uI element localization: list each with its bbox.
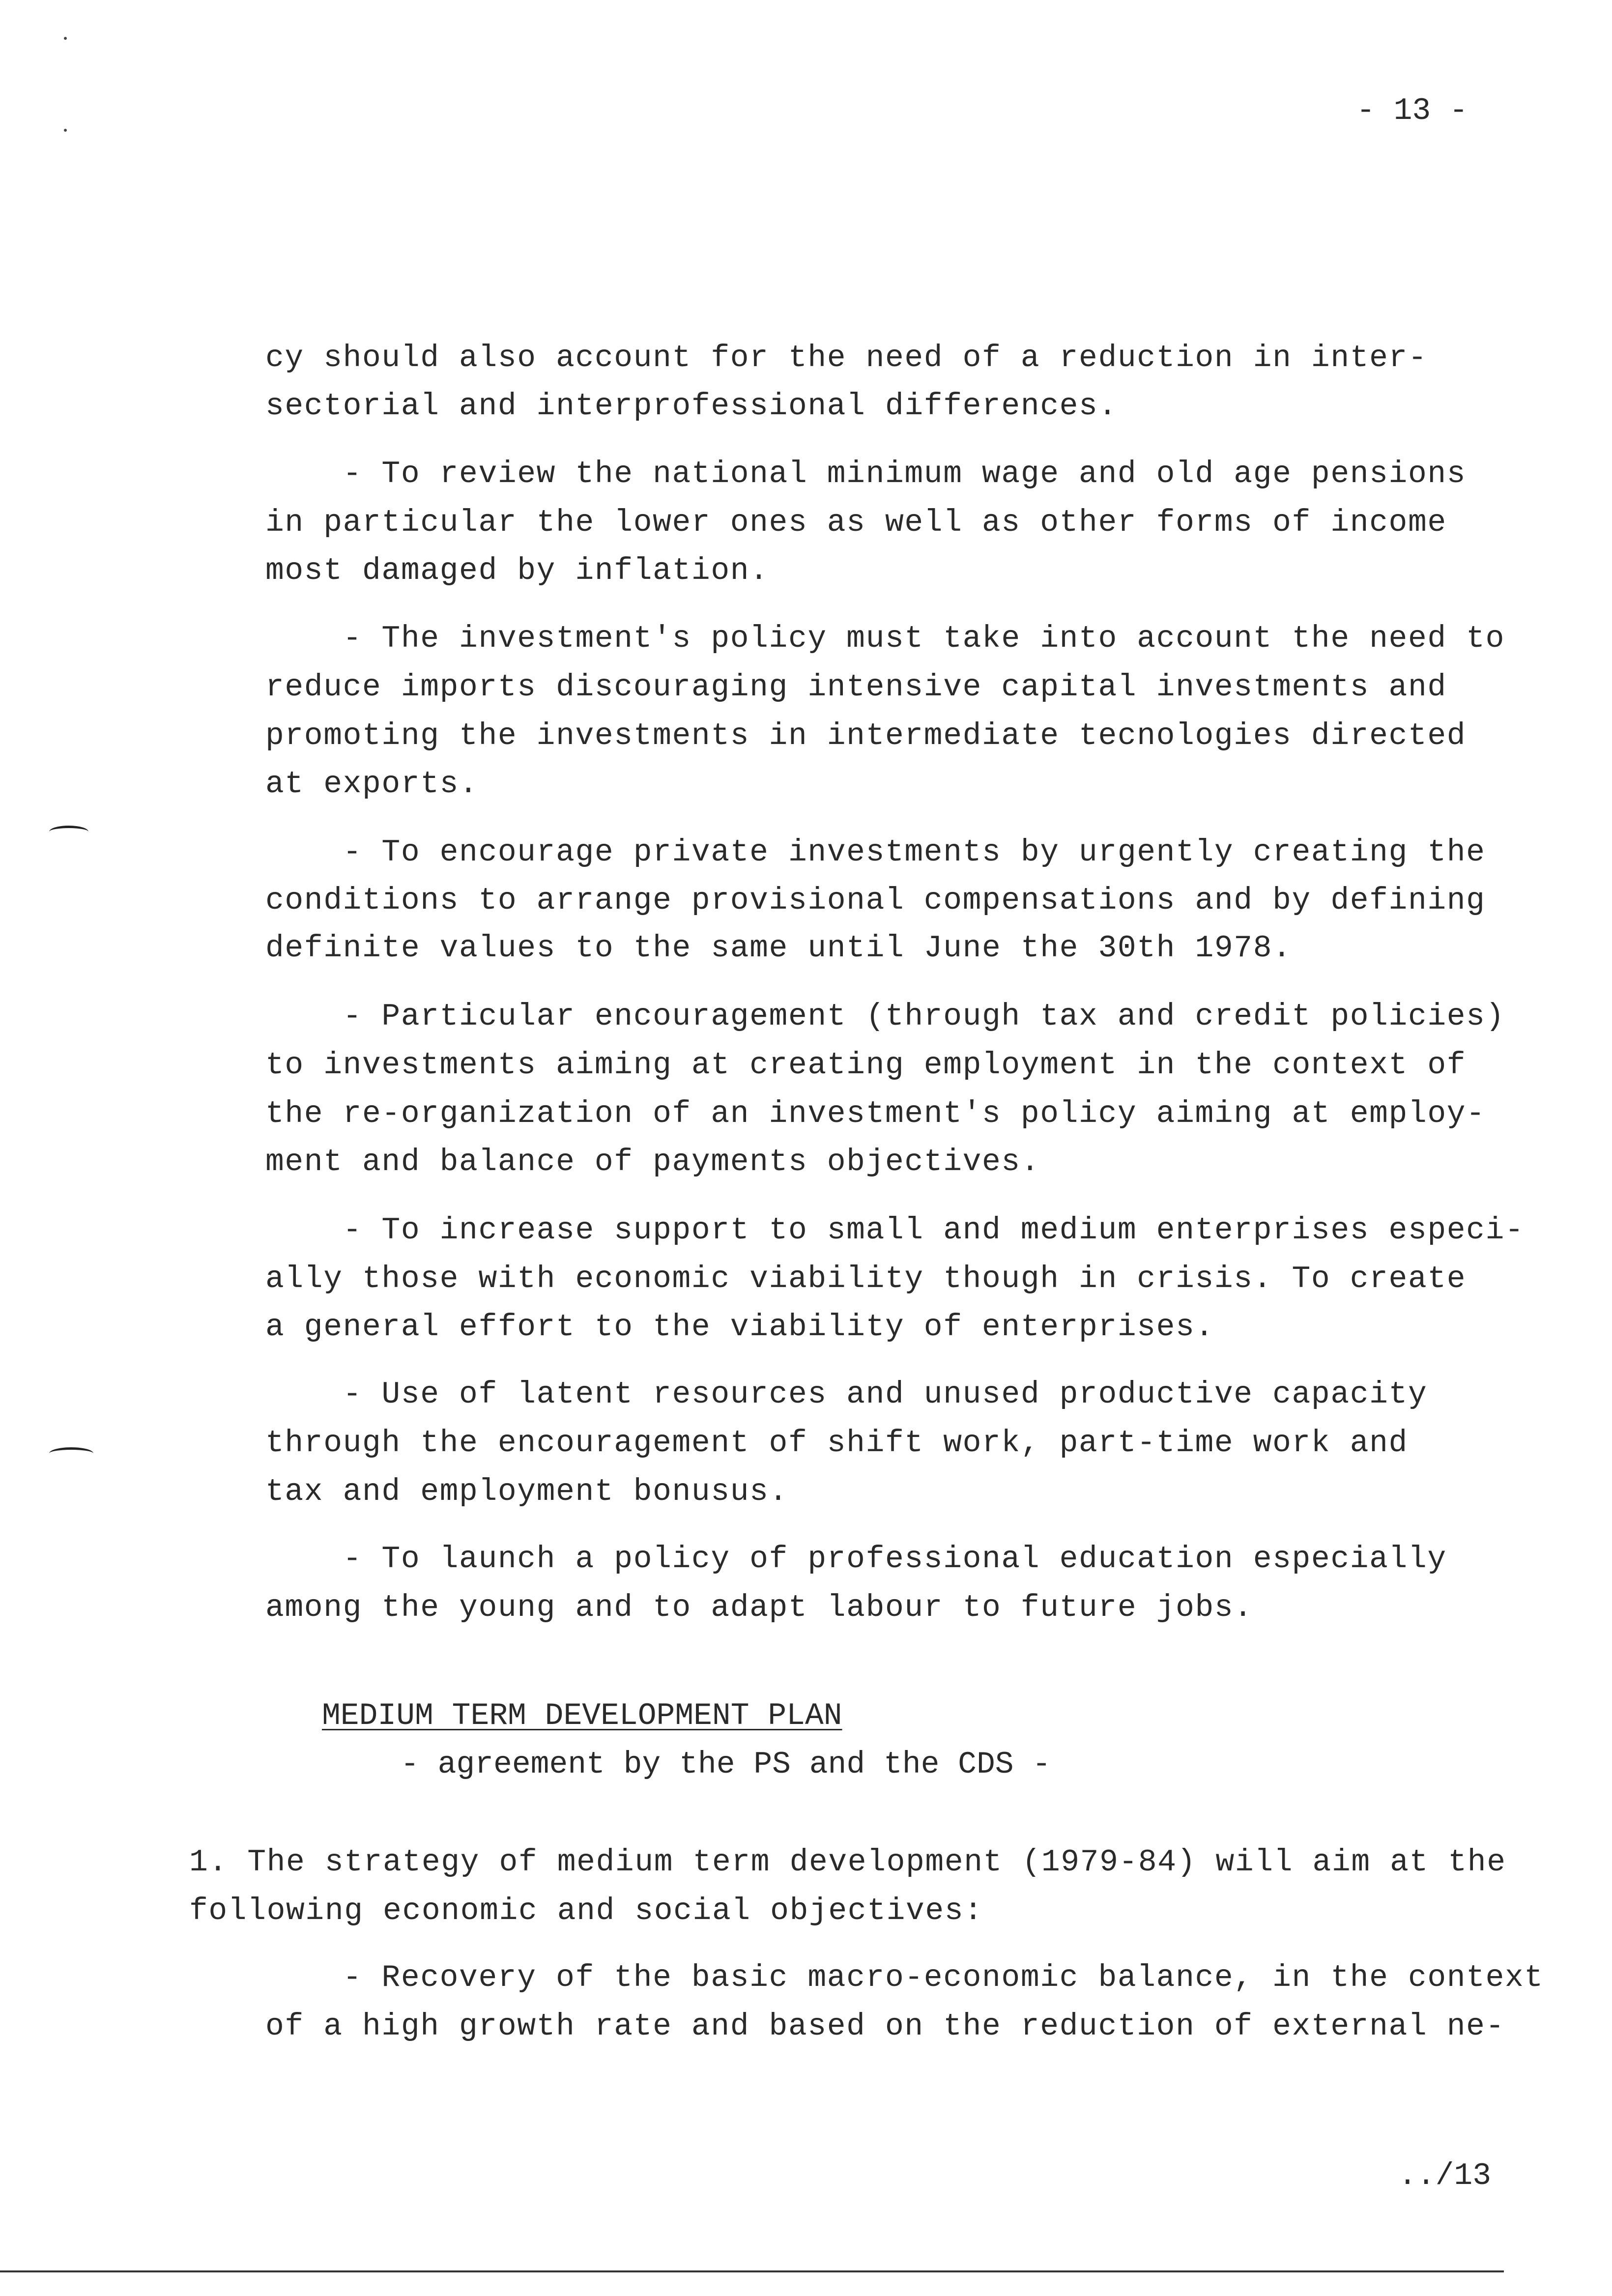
section-heading: MEDIUM TERM DEVELOPMENT PLAN bbox=[322, 1698, 842, 1733]
text-line: - To launch a policy of professional education especially bbox=[265, 1542, 1447, 1577]
text-line: sectorial and interprofessional differences. bbox=[265, 389, 1118, 424]
text-line: - To encourage private investments by urgently creating the bbox=[265, 835, 1486, 870]
text-line: - To review the national minimum wage and old age pensions bbox=[265, 457, 1467, 491]
text-line: definite values to the same until June the 30th 1978. bbox=[265, 931, 1292, 966]
text-line: the re-organization of an investment's policy aiming at employ- bbox=[265, 1096, 1486, 1131]
text-line: - To increase support to small and medium enterprises especi- bbox=[265, 1213, 1525, 1248]
text-line: 1. The strategy of medium term development (1979-84) will aim at the bbox=[189, 1845, 1506, 1880]
page-bottom-rule bbox=[0, 2270, 1504, 2272]
text-line: among the young and to adapt labour to future jobs. bbox=[265, 1590, 1253, 1625]
text-line: - The investment's policy must take into account the need to bbox=[265, 621, 1505, 656]
text-line: at exports. bbox=[265, 767, 479, 802]
page-number: - 13 - bbox=[1356, 93, 1468, 128]
text-line: a general effort to the viability of enterprises. bbox=[265, 1310, 1214, 1345]
text-line: - Particular encouragement (through tax and credit policies) bbox=[265, 999, 1505, 1034]
text-line: following economic and social objectives: bbox=[189, 1894, 983, 1928]
scan-speck bbox=[64, 129, 67, 132]
text-line: in particular the lower ones as well as other forms of income bbox=[265, 505, 1447, 540]
text-line: - Recovery of the basic macro-economic balance, in the context bbox=[265, 1960, 1544, 1995]
margin-mark bbox=[49, 826, 88, 838]
margin-mark bbox=[49, 1447, 93, 1460]
section-subheading: - agreement by the PS and the CDS - bbox=[401, 1747, 1051, 1782]
text-line: tax and employment bonusus. bbox=[265, 1474, 788, 1509]
text-line: to investments aiming at creating employment in the context of bbox=[265, 1048, 1467, 1083]
continuation-marker: ../13 bbox=[1398, 2158, 1492, 2193]
text-line: promoting the investments in intermediate tecnologies directed bbox=[265, 718, 1467, 753]
text-line: - Use of latent resources and unused productive capacity bbox=[265, 1377, 1428, 1412]
text-line: most damaged by inflation. bbox=[265, 553, 769, 588]
scan-speck bbox=[64, 37, 67, 40]
text-line: cy should also account for the need of a reduction in inter- bbox=[265, 341, 1428, 375]
text-line: ally those with economic viability though in crisis. To create bbox=[265, 1262, 1467, 1296]
text-line: of a high growth rate and based on the reduction of external ne- bbox=[265, 2009, 1505, 2044]
text-line: reduce imports discouraging intensive capital investments and bbox=[265, 670, 1447, 705]
text-line: through the encouragement of shift work, part-time work and bbox=[265, 1426, 1408, 1461]
text-line: ment and balance of payments objectives. bbox=[265, 1145, 1040, 1179]
text-line: conditions to arrange provisional compensations and by defining bbox=[265, 883, 1486, 918]
